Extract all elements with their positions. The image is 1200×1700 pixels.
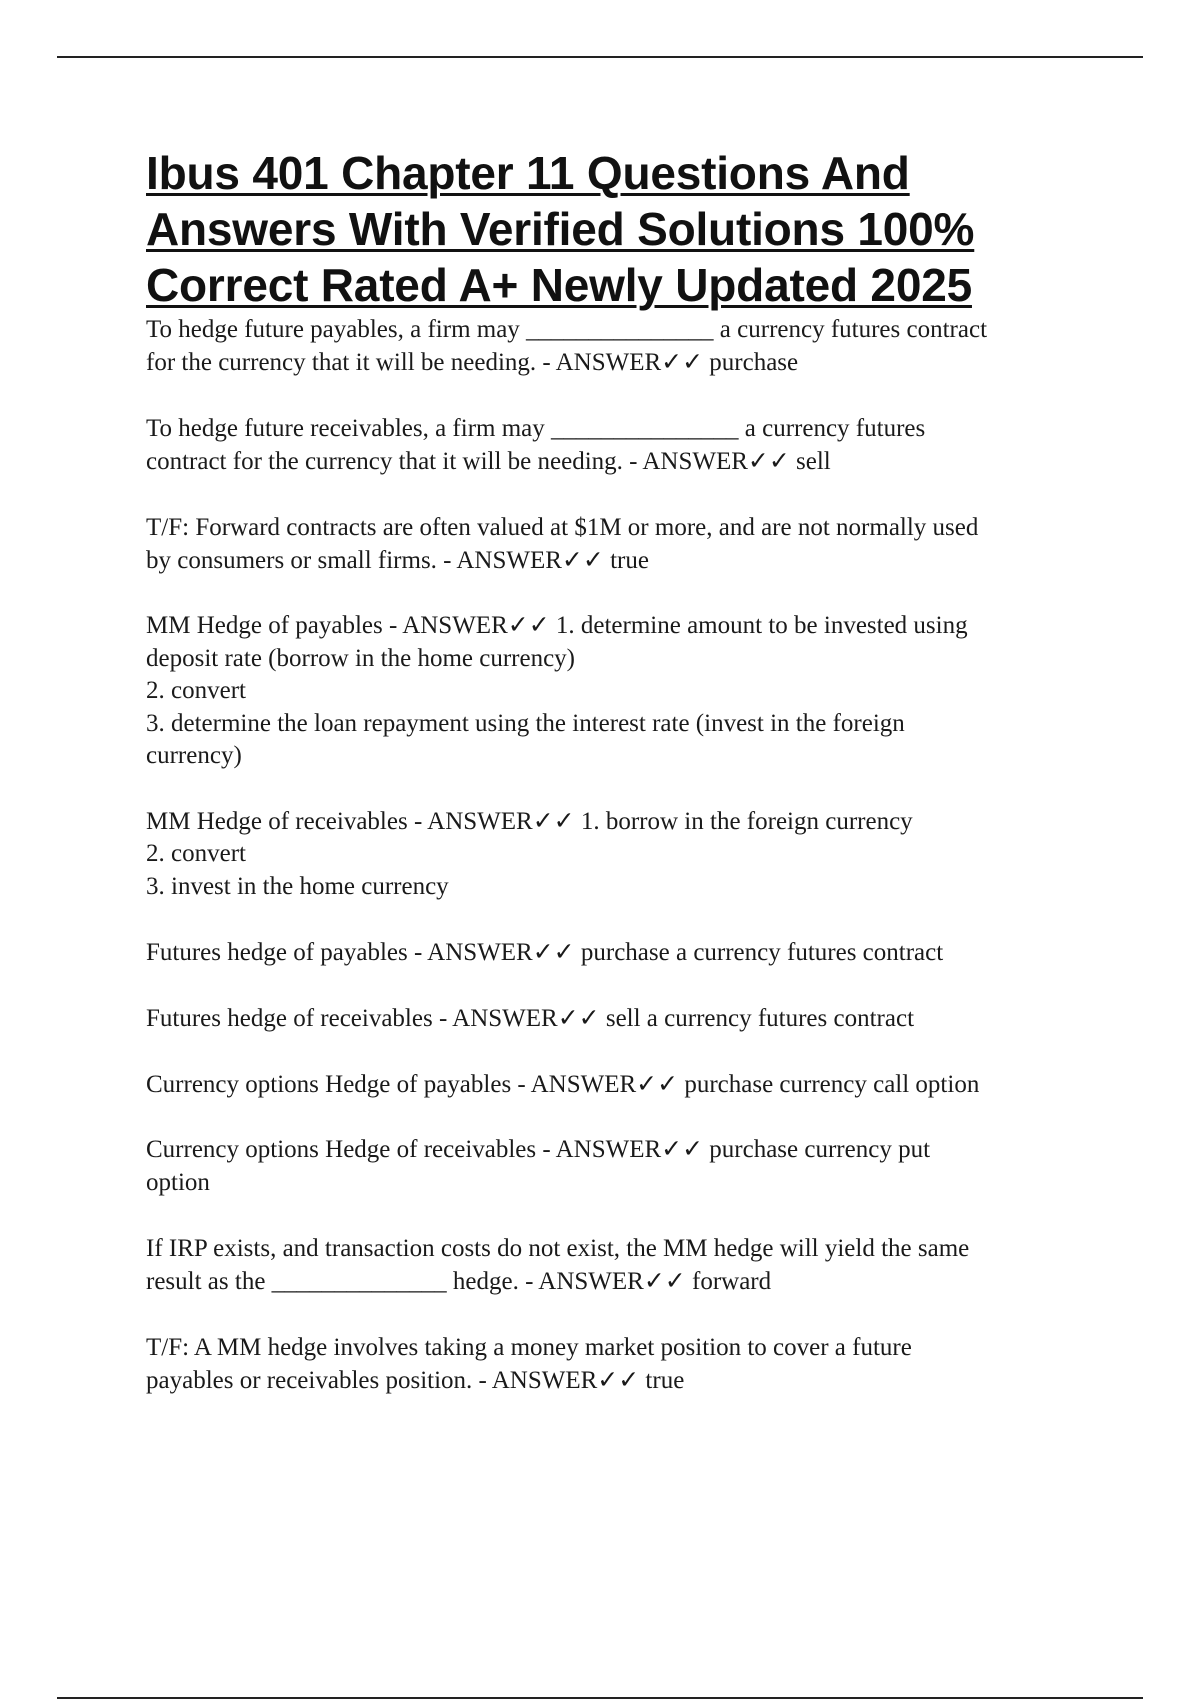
qa-line: Futures hedge of receivables - ANSWER✓✓ sell a currency futures contract xyxy=(146,1005,915,1032)
qa-line: 2. convert xyxy=(146,677,246,704)
qa-list xyxy=(146,313,1096,1397)
qa-item xyxy=(146,511,1096,577)
qa-line: Currency options Hedge of payables - ANSWER✓✓ purchase currency call option xyxy=(146,1071,980,1098)
qa-line: currency) xyxy=(146,742,242,769)
qa-line: payables or receivables position. - ANSWER✓✓ true xyxy=(146,1367,685,1394)
qa-item xyxy=(146,412,1096,478)
qa-item xyxy=(146,936,1096,969)
qa-line: deposit rate (borrow in the home currency) xyxy=(146,644,576,672)
qa-line: for the currency that it will be needing. - ANSWER✓✓ purchase xyxy=(146,349,799,376)
qa-line: To hedge future receivables, a firm may _______________ a currency futures xyxy=(146,415,926,442)
qa-item xyxy=(146,1068,1096,1101)
qa-item xyxy=(146,1331,1096,1397)
footer-rule xyxy=(57,1697,1143,1699)
qa-line: To hedge future payables, a firm may _______________ a currency futures contract xyxy=(146,316,988,343)
qa-item xyxy=(146,610,1096,773)
qa-item xyxy=(146,1134,1096,1199)
qa-line: If IRP exists, and transaction costs do not exist, the MM hedge will yield the same xyxy=(146,1235,970,1262)
qa-item xyxy=(146,313,1096,379)
header-rule xyxy=(57,56,1143,58)
qa-item xyxy=(146,1002,1096,1035)
document-title: Ibus 401 Chapter 11 Questions And Answers With Verified Solutions 100% Correct Rated A+ Newly Updated 2025 xyxy=(146,147,975,311)
qa-line: T/F: Forward contracts are often valued at $1M or more, and are not normally used xyxy=(146,514,979,541)
qa-line: option xyxy=(146,1168,210,1196)
qa-line: by consumers or small firms. - ANSWER✓✓ true xyxy=(146,547,649,574)
qa-line: T/F: A MM hedge involves taking a money market position to cover a future xyxy=(146,1334,912,1361)
qa-line: 3. invest in the home currency xyxy=(146,872,449,900)
qa-line: Futures hedge of payables - ANSWER✓✓ purchase a currency futures contract xyxy=(146,939,944,966)
document-page xyxy=(146,145,1096,1430)
qa-line: result as the ______________ hedge. - ANSWER✓✓ forward xyxy=(146,1268,772,1295)
qa-item xyxy=(146,806,1096,904)
qa-line: contract for the currency that it will be needing. - ANSWER✓✓ sell xyxy=(146,448,831,475)
qa-line: MM Hedge of payables - ANSWER✓✓ 1. determine amount to be invested using xyxy=(146,612,968,639)
qa-line: Currency options Hedge of receivables - ANSWER✓✓ purchase currency put xyxy=(146,1136,931,1163)
qa-line: 3. determine the loan repayment using the interest rate (invest in the foreign xyxy=(146,709,905,737)
qa-line: 2. convert xyxy=(146,840,246,867)
qa-line: MM Hedge of receivables - ANSWER✓✓ 1. borrow in the foreign currency xyxy=(146,807,913,835)
qa-item xyxy=(146,1232,1096,1298)
